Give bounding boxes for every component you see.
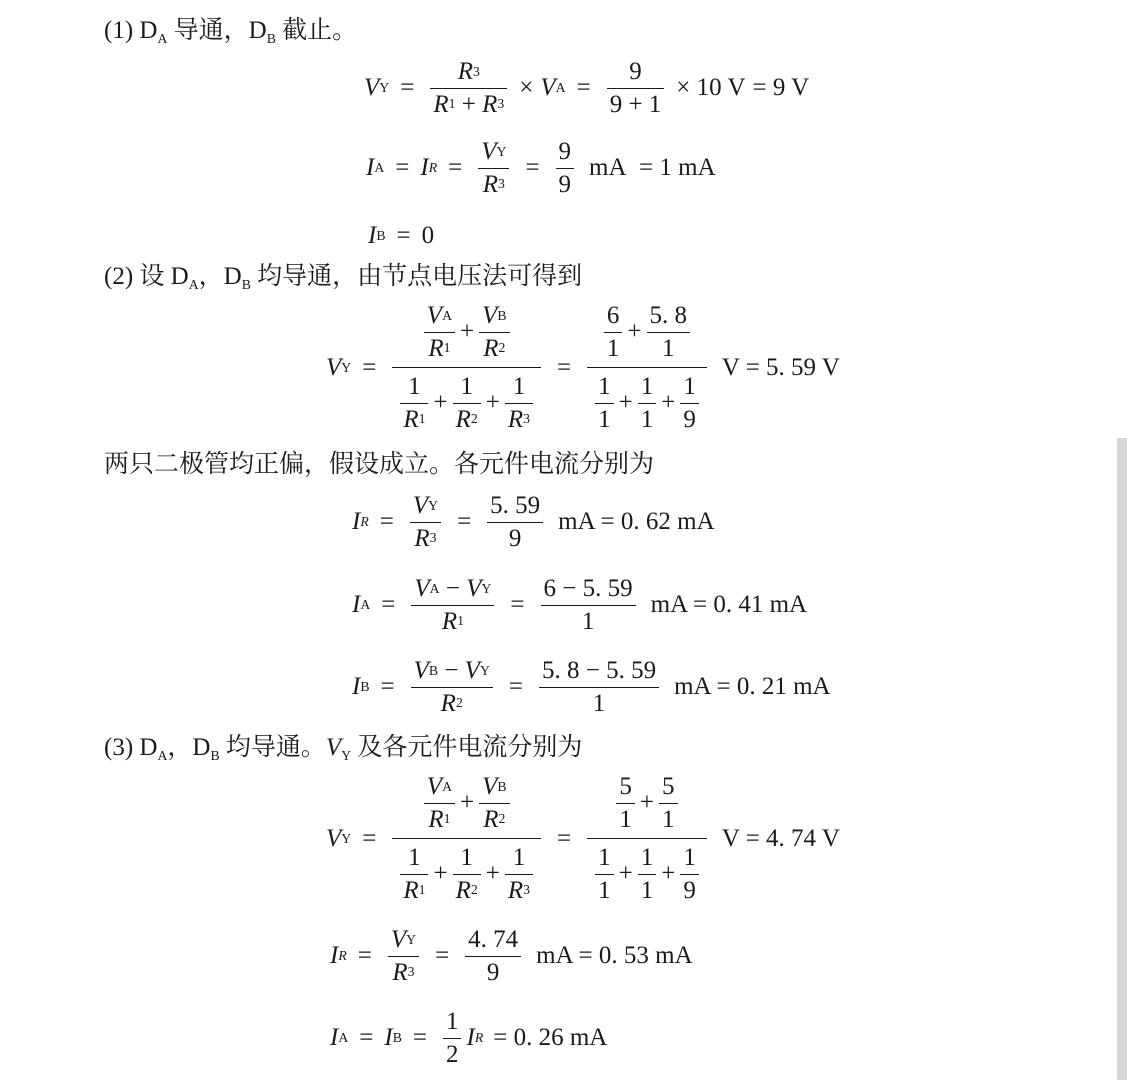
section-3-heading: (3) $D_A$，$D_B$ 均导通。$V_Y$ 及各元件电流分别为 [104,734,583,763]
equation-vy-3: V Y = V A R 1 + V B R 2 1 R 1 + 1 R 2 + 1 R 3 = $\frac{5}{1}$ + $\frac{5}{1}$ $\frac{1}{1}$ + $\frac{1}{1}$ + $\frac{1}{9}$ V = 4. 74 V [326,773,840,904]
equation-ir-2: I R = V Y R 3 = $\frac{5. 59}{9}$ mA = 0. 62 mA [352,492,715,552]
equation-ib-1: I B = 0 [368,222,435,249]
equation-ia-1: I A = I R = V Y R 3 = $\frac{9}{9}$ mA = 1 mA [366,138,716,198]
equation-vy-2: V Y = V A R 1 + V B R 2 1 R 1 + 1 R 2 + 1 R 3 = $\frac{6}{1}$ + $\frac{5. 8}{1}$ $\frac{1}{1}$ + $\frac{1}{1}$ + $\frac{1}{9}$ V = 5. 59 V [326,302,840,433]
section-1-heading: (1) $D_A$ 导通，$D_B$ 截止。 [104,17,358,46]
equation-ib-2: I B = V B − V Y R 2 = $\frac{5. 8 - 5. 59}{1}$ mA = 0. 21 mA [352,657,831,717]
equation-vy-1: V Y = R 3 R 1 + R 3 × V A = $\frac{9}{9 + 1}$ × 10 V = 9 V [364,58,810,118]
paragraph-bias-valid: 两只二极管均正偏，假设成立。各元件电流分别为 [104,451,655,478]
equation-ir-3: I R = V Y R 3 = $\frac{4. 74}{9}$ mA = 0. 53 mA [330,926,693,986]
equation-ia-2: I A = V A − V Y R 1 = $\frac{6 - 5. 59}{1}$ mA = 0. 41 mA [352,575,808,635]
right-edge-bar [1117,438,1127,1080]
section-2-heading: (2) 设 $D_A$，$D_B$ 均导通，由节点电压法可得到 [104,263,583,292]
equation-ia-ib-3: I A = I B = $\frac{1}{2}$ I R = 0. 26 mA [330,1008,608,1068]
